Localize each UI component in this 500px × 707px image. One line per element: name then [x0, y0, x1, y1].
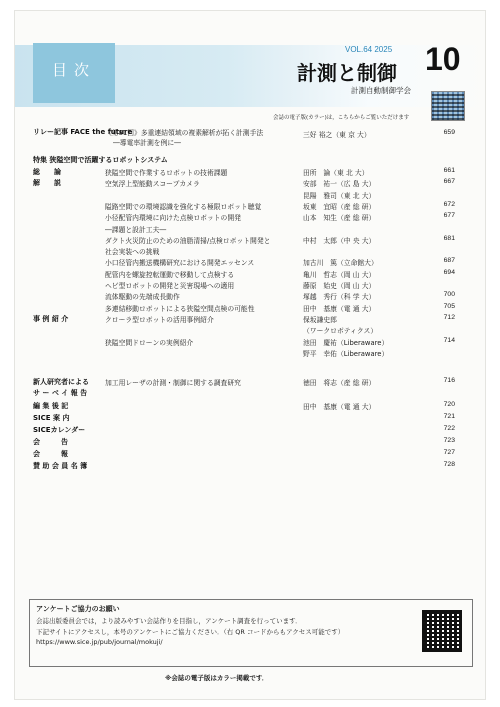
- feature-row-page: 687: [443, 257, 455, 265]
- relay-page: 659: [443, 129, 455, 136]
- section-label: 新人研究者による: [33, 378, 89, 386]
- section-label: SICEカレンダー: [33, 426, 86, 434]
- section-author: 田中 基康（電 通 大）: [303, 403, 376, 411]
- feature-row-author: （ワークロボティクス）: [303, 327, 378, 336]
- feature-row-page: 667: [443, 178, 455, 186]
- feature-row-author: 昆陽 雅司（東 北 大）: [303, 191, 376, 200]
- feature-row-title: ダクト火災防止のための油脂清掃/点検ロボット開発と: [105, 236, 271, 245]
- feature-row-title: 多連結移動ロボットによる狭隘空間点検の可能性: [105, 304, 255, 313]
- section-page: 716: [443, 377, 455, 384]
- feature-row-title: 狭隘空間で作業するロボットの技術課題: [105, 169, 228, 177]
- section-label: 賛 助 会 員 名 簿: [33, 462, 88, 470]
- feature-row-title: ―課題と設計工夫―: [105, 225, 167, 234]
- feature-row-author: 安部 祐一（広 島 大）: [303, 180, 376, 189]
- section-page: 722: [443, 425, 455, 432]
- survey-title: アンケートご協力のお願い: [36, 605, 120, 613]
- relay-label: リレー記事 FACE the future: [33, 128, 133, 136]
- ebook-note: 会誌の電子版(カラー)は，こちらからご覧いただけます: [273, 115, 410, 121]
- survey-qr-code-icon[interactable]: [422, 610, 462, 652]
- section-label: 会 報: [33, 450, 68, 458]
- feature-row-author: 塚越 秀行（科 学 大）: [303, 293, 376, 302]
- feature-row-author: 池田 慶祐（Liberaware）: [303, 338, 389, 347]
- feature-row-title: 社会実装への挑戦: [105, 248, 160, 257]
- feature-row-page: 672: [443, 200, 455, 208]
- feature-row-author: 坂東 宜昭（産 総 研）: [303, 202, 376, 211]
- feature-row-page: 705: [443, 302, 455, 310]
- feature-row-label: 事 例 紹 介: [33, 314, 69, 323]
- relay-title: 《第81回》多重連結領域の複素解析が拓く計測手法: [105, 129, 264, 137]
- toc-title: 目次: [51, 61, 96, 79]
- feature-heading: 特集 狭隘空間で活躍するロボットシステム: [33, 156, 168, 164]
- feature-row-author: 中村 太郎（中 央 大）: [303, 236, 376, 245]
- section-title: 加工用レーザの計測・制御に関する調査研究: [105, 379, 241, 387]
- feature-row-page: 661: [443, 167, 455, 174]
- feature-row-author: 田所 論（東 北 大）: [303, 169, 369, 177]
- relay-subtitle: ―導電率計測を例に―: [113, 139, 181, 147]
- ebook-qr-code-icon[interactable]: [431, 91, 465, 121]
- section-page: 720: [443, 401, 455, 408]
- feature-row-page: 712: [443, 313, 455, 321]
- feature-row-title: 空気浮上型能動スコープカメラ: [105, 180, 200, 189]
- feature-row-author: 加古川 篤（立命館大）: [303, 259, 378, 268]
- feature-row-author: 田中 基康（電 通 大）: [303, 304, 376, 313]
- feature-row-author: 藤原 始史（岡 山 大）: [303, 282, 376, 290]
- feature-row-page: 694: [443, 268, 455, 276]
- section-page: 723: [443, 437, 455, 444]
- feature-row-title: ヘビ型ロボットの開発と災害現場への適用: [105, 282, 235, 290]
- feature-row-title: 隘路空間での環境認識を強化する極限ロボット聴覚: [105, 202, 262, 211]
- feature-row-title: 流体駆動の先端成長動作: [105, 293, 180, 302]
- survey-url-link[interactable]: https://www.sice.jp/pub/journal/mokuji/: [36, 638, 163, 646]
- feature-row-label: 解 説: [33, 179, 61, 188]
- survey-text-1: 会誌出版委員会では，より読みやすい会誌作りを目指し，アンケート調査を行っています．: [36, 617, 302, 625]
- feature-row-page: 677: [443, 212, 455, 220]
- section-author: 徳田 将志（産 総 研）: [303, 379, 376, 387]
- section-page: 721: [443, 413, 455, 420]
- feature-row-page: 681: [443, 234, 455, 242]
- feature-row-title: クローラ型ロボットの活用事例紹介: [105, 315, 214, 324]
- feature-row-title: 配管内を螺旋控転運動で移動して点検する: [105, 270, 235, 279]
- feature-row-author: 保坂謙史郎: [303, 315, 337, 324]
- issue-number: 10: [425, 41, 461, 77]
- feature-row-author: 山本 知生（産 総 研）: [303, 214, 376, 223]
- feature-row-label: 総 論: [33, 168, 61, 176]
- feature-row-page: 714: [443, 336, 455, 344]
- table-of-contents-page: [14, 10, 486, 700]
- survey-text-2: 下記サイトにアクセスし，本号のアンケートにご協力ください．（右 QR コードからもアクセス可能です）: [36, 628, 345, 636]
- section-label: SICE 案 内: [33, 414, 70, 422]
- section-page: 727: [443, 449, 455, 456]
- feature-row-author: 野平 幸佑（Liberaware）: [303, 349, 389, 358]
- feature-row-page: 700: [443, 291, 455, 299]
- society-name: 計測自動制御学会: [351, 86, 411, 95]
- section-page: 728: [443, 461, 455, 468]
- feature-row-author: 亀川 哲志（岡 山 大）: [303, 270, 376, 279]
- journal-title: 計測と制御: [297, 61, 397, 85]
- relay-author: 三好 裕之（東 京 大）: [303, 131, 371, 139]
- section-label: 編 集 後 記: [33, 402, 69, 410]
- section-label: サ ー ベ イ 報 告: [33, 389, 88, 397]
- survey-box: [29, 599, 473, 667]
- feature-row-title: 小口径管内搬送機構研究における開発エッセンス: [105, 259, 255, 268]
- footer-note: ※会誌の電子版はカラー掲載です．: [165, 674, 269, 682]
- feature-row-title: 小径配管内環境に向けた点検ロボットの開発: [105, 214, 241, 223]
- feature-row-title: 狭隘空間ドローンの実例紹介: [105, 338, 194, 347]
- section-label: 会 告: [33, 438, 68, 446]
- volume-label: VOL.64 2025: [345, 45, 393, 54]
